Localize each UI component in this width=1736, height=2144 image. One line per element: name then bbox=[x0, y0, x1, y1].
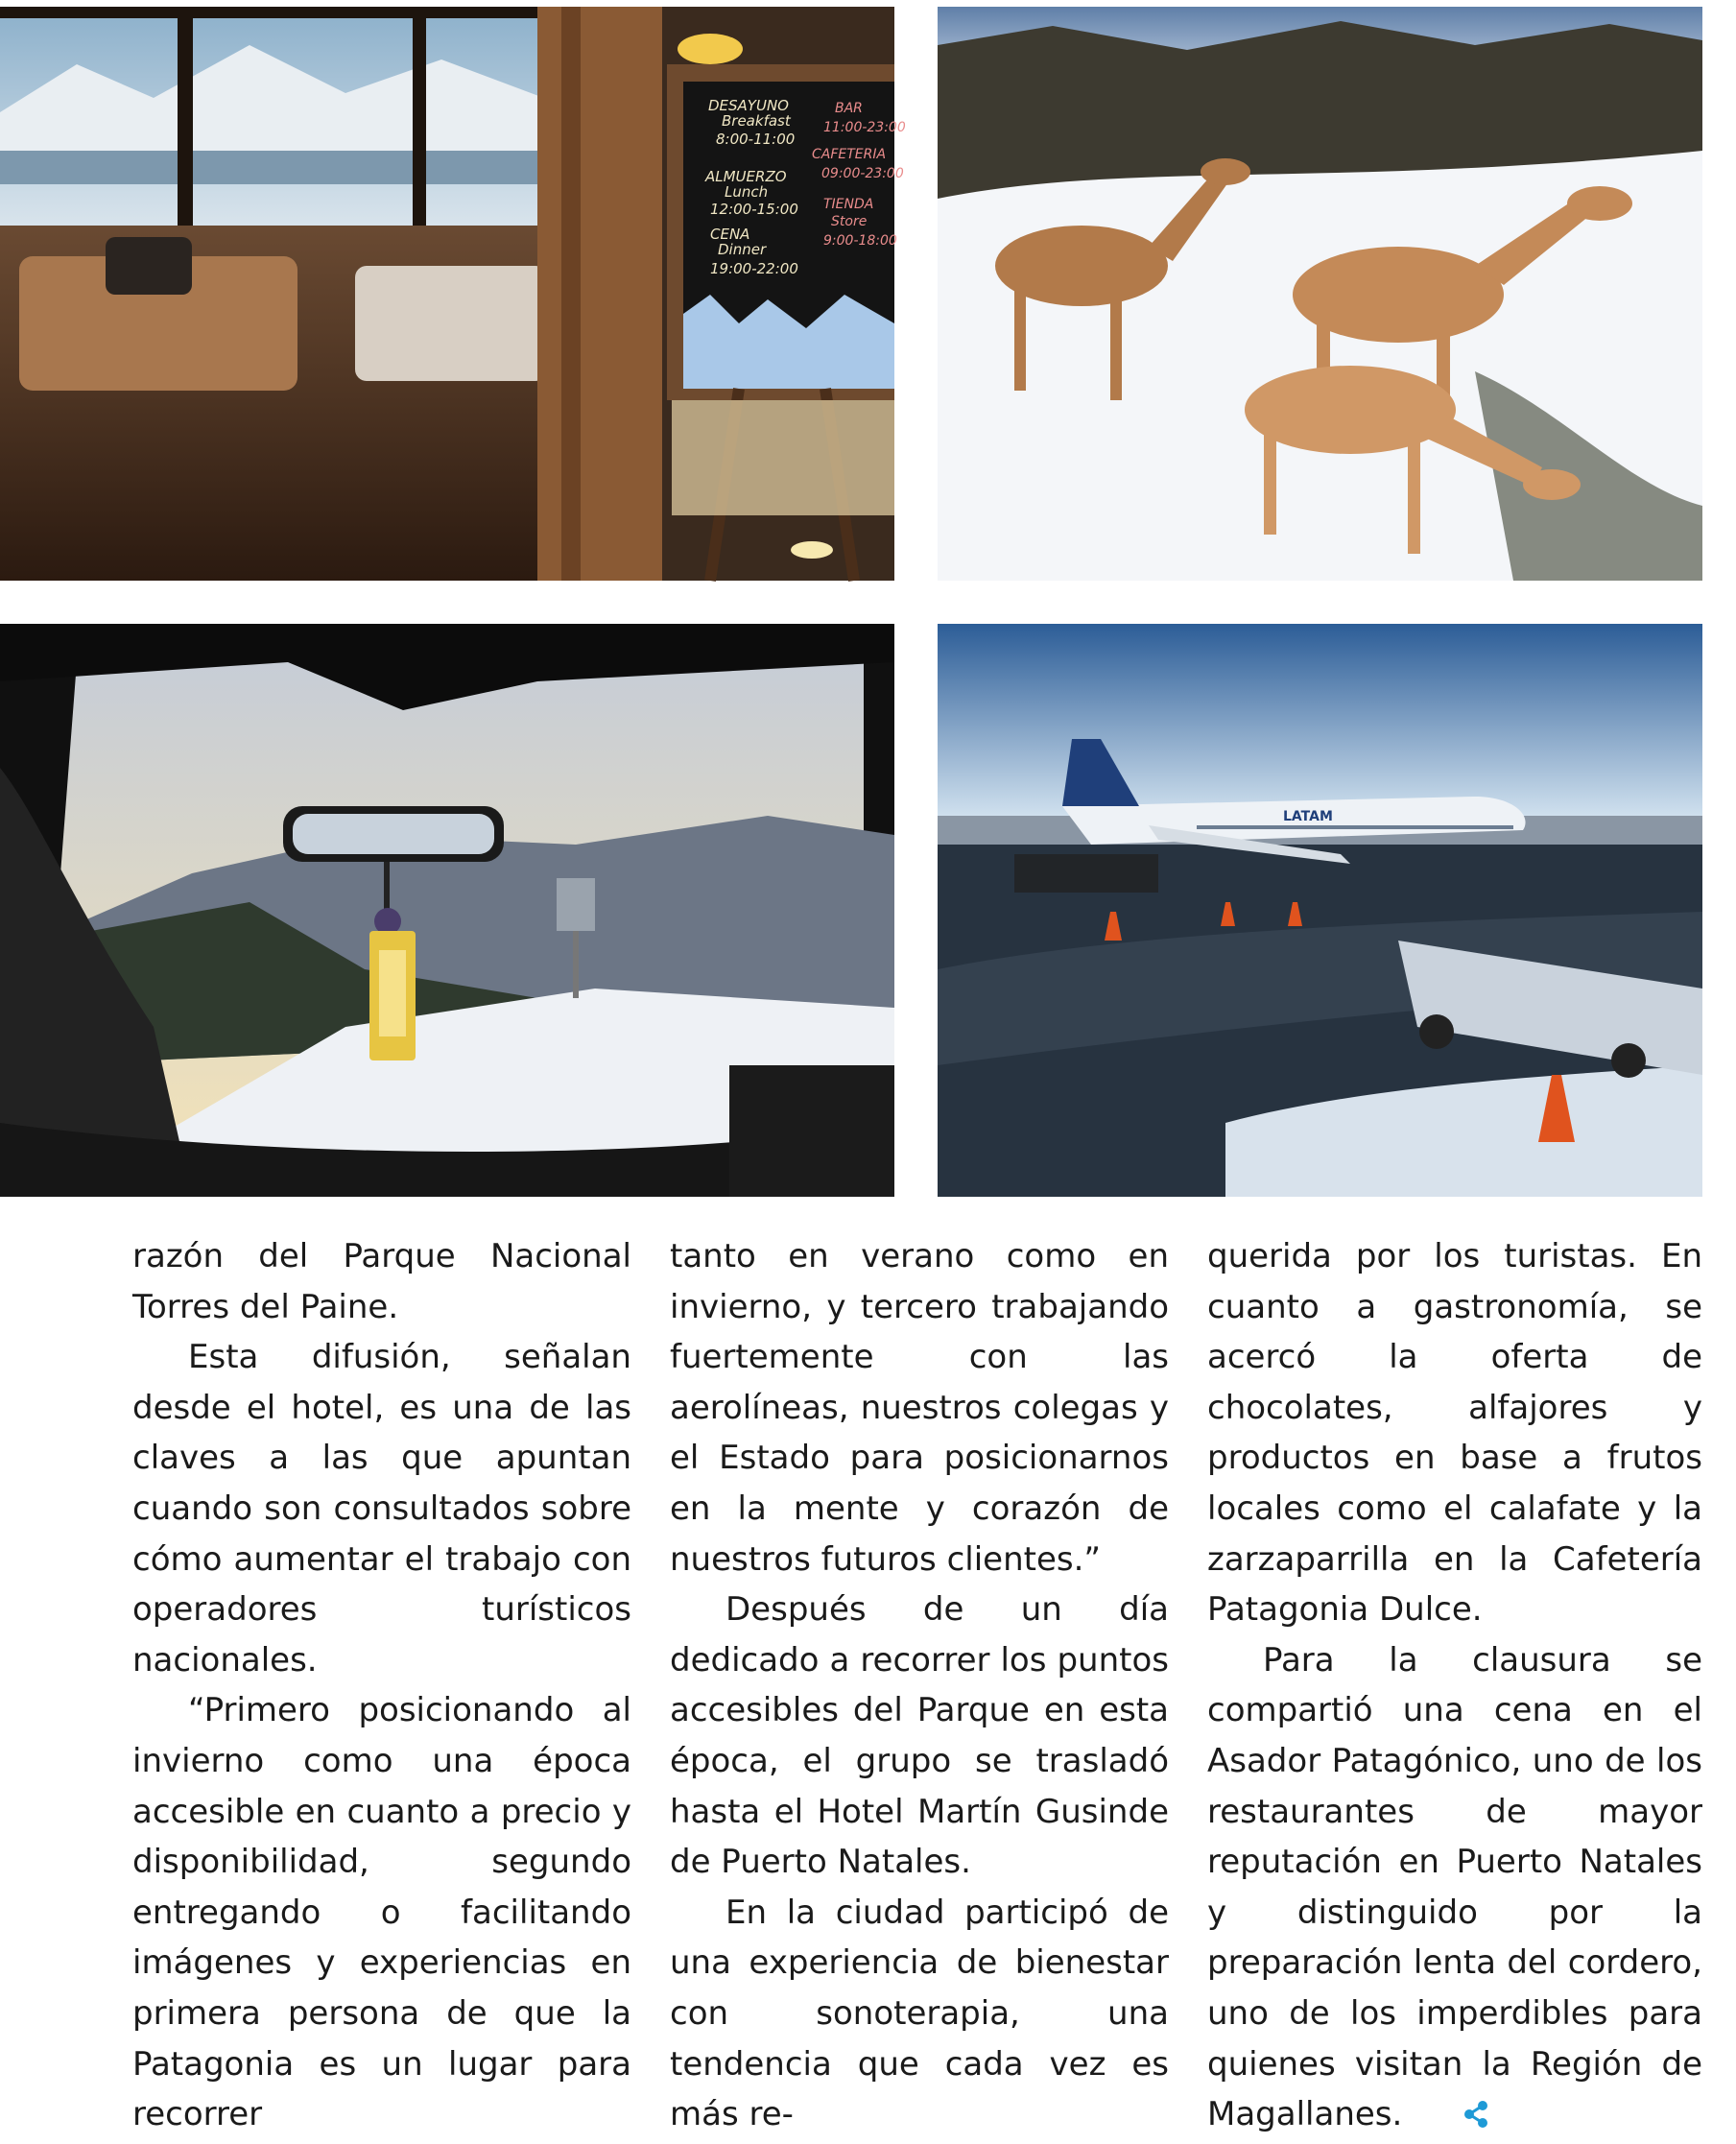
menu-board-line: DESAYUNO bbox=[708, 97, 789, 114]
paragraph: Después de un día dedicado a recorrer los puntos accesibles del Parque en esta época, el grupo se trasladó hasta el Hotel Martín Gusinde de Puerto Natales. bbox=[670, 1590, 1169, 1882]
paragraph: En la ciudad participó de una experiencia de bienestar con sonoterapia, una tendencia que cada vez es más re- bbox=[670, 1893, 1169, 2134]
paragraph-final-text: Para la clausura se compartió una cena en el Asador Patagónico, uno de los restaurantes de mayor reputación en Puerto Natales y distinguido por la preparación lenta del cordero, uno de los imperdibles para quienes visitan la Región de Magallanes. bbox=[1207, 1640, 1702, 2134]
share-icon[interactable] bbox=[1406, 2093, 1490, 2144]
paragraph: tanto en verano como en invierno, y tercero trabajando fuertemente con las aerolíneas, nuestros colegas y el Estado para posicionarnos en la mente y corazón de nuestros futuros clientes.” bbox=[670, 1237, 1169, 1579]
paragraph: Esta difusión, señalan desde el hotel, es una de las claves a las que apuntan cuando son consultados sobre cómo aumentar el trabajo con operadores turísticos nacionales. bbox=[132, 1338, 631, 1679]
menu-board-line: 12:00-15:00 bbox=[710, 201, 798, 218]
menu-board-line: 9:00-18:00 bbox=[823, 233, 897, 249]
menu-board-line: CAFETERIA bbox=[812, 147, 887, 162]
menu-board-line: ALMUERZO bbox=[705, 168, 787, 185]
menu-board-line: TIENDA bbox=[823, 197, 874, 212]
paragraph: “Primero posicionando al invierno como una época accesible en cuanto a precio y disponibilidad, segundo entregando o facilitando imágenes y experiencias en primera persona de que la Patagonia es un lugar para recorrer bbox=[132, 1691, 631, 2134]
paragraph: querida por los turistas. En cuanto a gastronomía, se acercó la oferta de chocolates, alfajores y productos en base a frutos locales como el calafate y la zarzaparrilla en la Cafetería Patagonia Dulce. bbox=[1207, 1237, 1702, 1630]
menu-board-line: CENA bbox=[710, 226, 750, 243]
menu-board-line: 19:00-22:00 bbox=[710, 260, 798, 277]
menu-board-line: 11:00-23:00 bbox=[823, 120, 906, 135]
menu-board-line: 09:00-23:00 bbox=[821, 166, 904, 181]
paragraph-final bbox=[1207, 1635, 1702, 2144]
menu-board-line: 8:00-11:00 bbox=[716, 131, 796, 148]
menu-board-line: Dinner bbox=[718, 241, 767, 258]
airline-livery: LATAM bbox=[1283, 809, 1333, 824]
menu-board-line: Store bbox=[831, 214, 868, 229]
photo-hotel-lobby bbox=[0, 7, 906, 581]
article-column-2 bbox=[670, 1231, 1169, 2140]
photo-snowy-road bbox=[0, 624, 894, 1197]
photo-guanacos-snow bbox=[938, 7, 1702, 581]
article-column-1 bbox=[132, 1231, 631, 2140]
photo-airplane-apron bbox=[938, 624, 1702, 1197]
menu-board-line: Lunch bbox=[725, 183, 769, 201]
article-column-3 bbox=[1207, 1231, 1702, 2144]
menu-board-line: Breakfast bbox=[722, 112, 791, 130]
menu-board-line: BAR bbox=[835, 101, 863, 116]
paragraph: razón del Parque Nacional Torres del Paine. bbox=[132, 1237, 631, 1326]
